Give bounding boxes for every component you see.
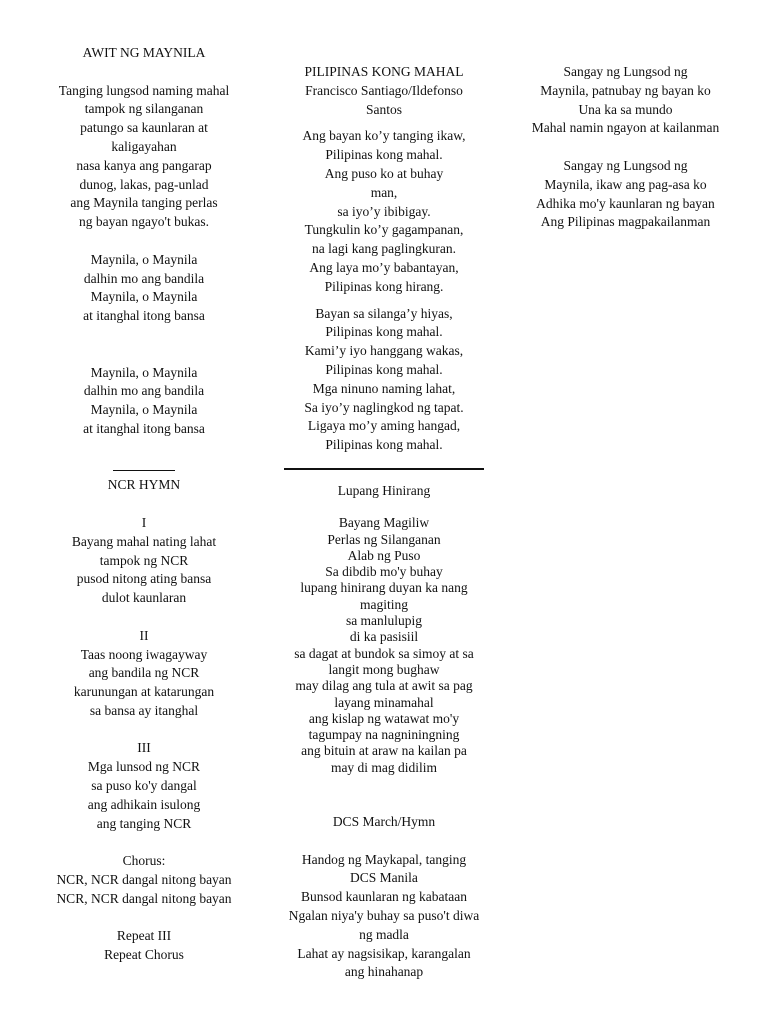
stanza-number: III	[137, 740, 151, 756]
composer-credit: Francisco Santiago/Ildefonso	[305, 82, 463, 98]
stanza	[44, 739, 244, 833]
lyric-line: ng madla	[359, 926, 409, 942]
lyric-line: Taas noong iwagayway	[80, 646, 208, 662]
lyric-line: Tanging lungsod naming mahal	[58, 82, 230, 98]
lyric-line: sa puso ko'y dangal	[91, 778, 197, 794]
repeat-line: Repeat III	[116, 928, 172, 944]
lyric-line: NCR, NCR dangal nitong bayan	[56, 890, 232, 906]
lyric-line: ang tanging NCR	[96, 815, 192, 831]
stanza	[44, 627, 244, 721]
repeat-line: Repeat Chorus	[104, 947, 184, 963]
lyric-line: sa dagat at bundok sa simoy at sa	[294, 645, 474, 661]
section-title: NCR HYMN	[107, 477, 181, 493]
lyric-line: Kami’y iyo hanggang wakas,	[304, 343, 464, 359]
lyric-line: Ang laya mo’y babantayan,	[309, 259, 459, 275]
lyric-line: Pilipinas kong mahal.	[325, 437, 443, 453]
lyric-line: karunungan at katarungan	[73, 684, 215, 700]
lyric-line: dunog, lakas, pag-unlad	[79, 176, 209, 192]
lyric-line: ang bituin at araw na kailan pa	[301, 743, 467, 759]
lyric-line: tagumpay na nagniningning	[308, 727, 460, 743]
lyric-line: pusod nitong ating bansa	[76, 571, 212, 587]
lyric-line: nasa kanya ang pangarap	[76, 157, 212, 173]
lyric-line: Mga ninuno naming lahat,	[312, 380, 456, 396]
lyric-line: sa iyo’y ibibigay.	[337, 203, 431, 219]
lyric-line: Ang bayan ko’y tanging ikaw,	[302, 128, 466, 144]
lyric-line: Maynila, o Maynila	[90, 364, 198, 380]
section-title: PILIPINAS KONG MAHAL	[304, 64, 464, 79]
lyric-line: di ka pasisiil	[349, 629, 419, 645]
lyric-line: Ang puso ko at buhay	[324, 165, 444, 181]
lyric-line: lupang hinirang duyan ka nang	[300, 580, 468, 596]
lyric-line: Pilipinas kong mahal.	[325, 324, 443, 340]
column-middle	[283, 63, 485, 455]
lyric-line: Pilipinas kong mahal.	[325, 147, 443, 163]
lyric-line: Sangay ng Lungsod ng	[563, 157, 688, 173]
section-title: DCS March/Hymn	[332, 814, 436, 830]
section-title: Lupang Hinirang	[337, 483, 431, 498]
lyric-line: Bayang mahal nating lahat	[71, 533, 217, 549]
verse	[44, 82, 244, 232]
lyric-line: tampok ng silanganan	[84, 101, 204, 117]
lyric-line: tampok ng NCR	[99, 552, 189, 568]
lyric-line: Mahal namin ngayon at kailanman	[531, 120, 720, 136]
lyric-line: ang kislap ng watawat mo'y	[308, 710, 460, 726]
lyric-line: layang minamahal	[334, 694, 434, 710]
lyric-line: magiting	[360, 596, 408, 612]
lyric-line: patungo sa kaunlaran at	[80, 120, 208, 136]
composer-credit: Santos	[365, 101, 402, 117]
lyric-line: Ligaya mo’y aming hangad,	[307, 418, 461, 434]
lyric-line: Perlas ng Silanganan	[327, 531, 441, 547]
lyric-line: ang bandila ng NCR	[88, 665, 200, 681]
lyric-line: Handog ng Maykapal, tanging	[301, 851, 467, 867]
verse	[44, 364, 244, 439]
lyric-line: Ang Pilipinas magpakailanman	[540, 214, 711, 230]
pilipinas-kong-mahal-section	[283, 63, 485, 455]
chorus-label: Chorus:	[122, 853, 166, 869]
lyric-line: Maynila, o Maynila	[90, 402, 198, 418]
lyric-line: Adhika mo'y kaunlaran ng bayan	[536, 195, 715, 211]
lyric-line: Bayang Magiliw	[338, 515, 430, 531]
column-middle-lower	[283, 483, 485, 982]
lupang-hinirang-section	[283, 483, 485, 776]
lyric-line: dulot kaunlaran	[101, 590, 187, 606]
column-right	[518, 63, 733, 232]
stanza	[44, 514, 244, 608]
column-left	[44, 44, 244, 965]
verse	[518, 63, 733, 138]
verse	[44, 251, 244, 326]
lyric-line: dalhin mo ang bandila	[83, 383, 205, 399]
lyric-line: Ngalan niya'y buhay sa puso't diwa	[288, 908, 480, 924]
lyric-line: Maynila, patnubay ng bayan ko	[540, 82, 711, 98]
lyric-line: na lagi kang paglingkuran.	[312, 241, 456, 257]
repeat-instructions	[44, 927, 244, 965]
lyric-line: Pilipinas kong mahal.	[325, 361, 443, 377]
lyric-line: Bunsod kaunlaran ng kabataan	[300, 889, 468, 905]
lyric-line: Maynila, o Maynila	[90, 289, 198, 305]
lyric-line: Sangay ng Lungsod ng	[563, 64, 688, 79]
stanza-number: II	[139, 627, 149, 643]
verse	[283, 515, 485, 776]
lyric-line: Lahat ay nagsisikap, karangalan	[297, 945, 471, 961]
lyric-line: may dilag ang tula at awit sa pag	[295, 678, 473, 694]
verse	[283, 851, 485, 983]
lyric-line: Bayan sa silanga’y hiyas,	[315, 305, 453, 321]
lyric-line: Una ka sa mundo	[578, 101, 673, 117]
lyric-line: Maynila, o Maynila	[90, 251, 198, 267]
lyric-line: ng bayan ngayo't bukas.	[79, 214, 209, 230]
dcs-march-hymn-section	[283, 813, 485, 982]
lyric-line: Mga lunsod ng NCR	[87, 759, 201, 775]
lyric-line: sa bansa ay itanghal	[89, 702, 199, 718]
awit-ng-maynila-section	[44, 44, 244, 439]
verse	[283, 305, 485, 455]
lyric-line: ang Maynila tanging perlas	[70, 195, 218, 211]
lyric-line: ang adhikain isulong	[87, 796, 201, 812]
lyric-line: DCS Manila	[350, 870, 418, 886]
ncr-hymn-section	[44, 476, 244, 965]
lyric-line: man,	[370, 184, 398, 200]
verse	[518, 157, 733, 232]
lyric-line: Tungkulin ko’y gagampanan,	[304, 222, 464, 238]
lyric-line: at itanghal itong bansa	[83, 420, 205, 436]
section-title: AWIT NG MAYNILA	[82, 45, 206, 60]
section-divider	[284, 468, 484, 470]
separator-line	[44, 458, 244, 477]
chorus	[44, 852, 244, 908]
lyric-line: Maynila, ikaw ang pag-asa ko	[544, 176, 707, 192]
lyric-line: Pilipinas kong hirang.	[324, 278, 444, 294]
lyric-line: sa manlulupig	[345, 613, 423, 629]
lyric-line: Alab ng Puso	[347, 547, 421, 563]
stanza-number: I	[141, 514, 147, 530]
lyric-line: ang hinahanap	[344, 964, 424, 980]
lyric-line: NCR, NCR dangal nitong bayan	[56, 872, 232, 888]
verse	[283, 127, 485, 296]
lyric-line: at itanghal itong bansa	[83, 308, 205, 324]
lyric-line: may di mag didilim	[330, 759, 438, 775]
lyric-line: dalhin mo ang bandila	[83, 270, 205, 286]
lyric-line: kaligayahan	[111, 138, 177, 154]
lyric-line: Sa dibdib mo'y buhay	[325, 564, 443, 580]
lyric-line: Sa iyo’y naglingkod ng tapat.	[304, 399, 464, 415]
lyric-line: langit mong bughaw	[328, 661, 440, 677]
